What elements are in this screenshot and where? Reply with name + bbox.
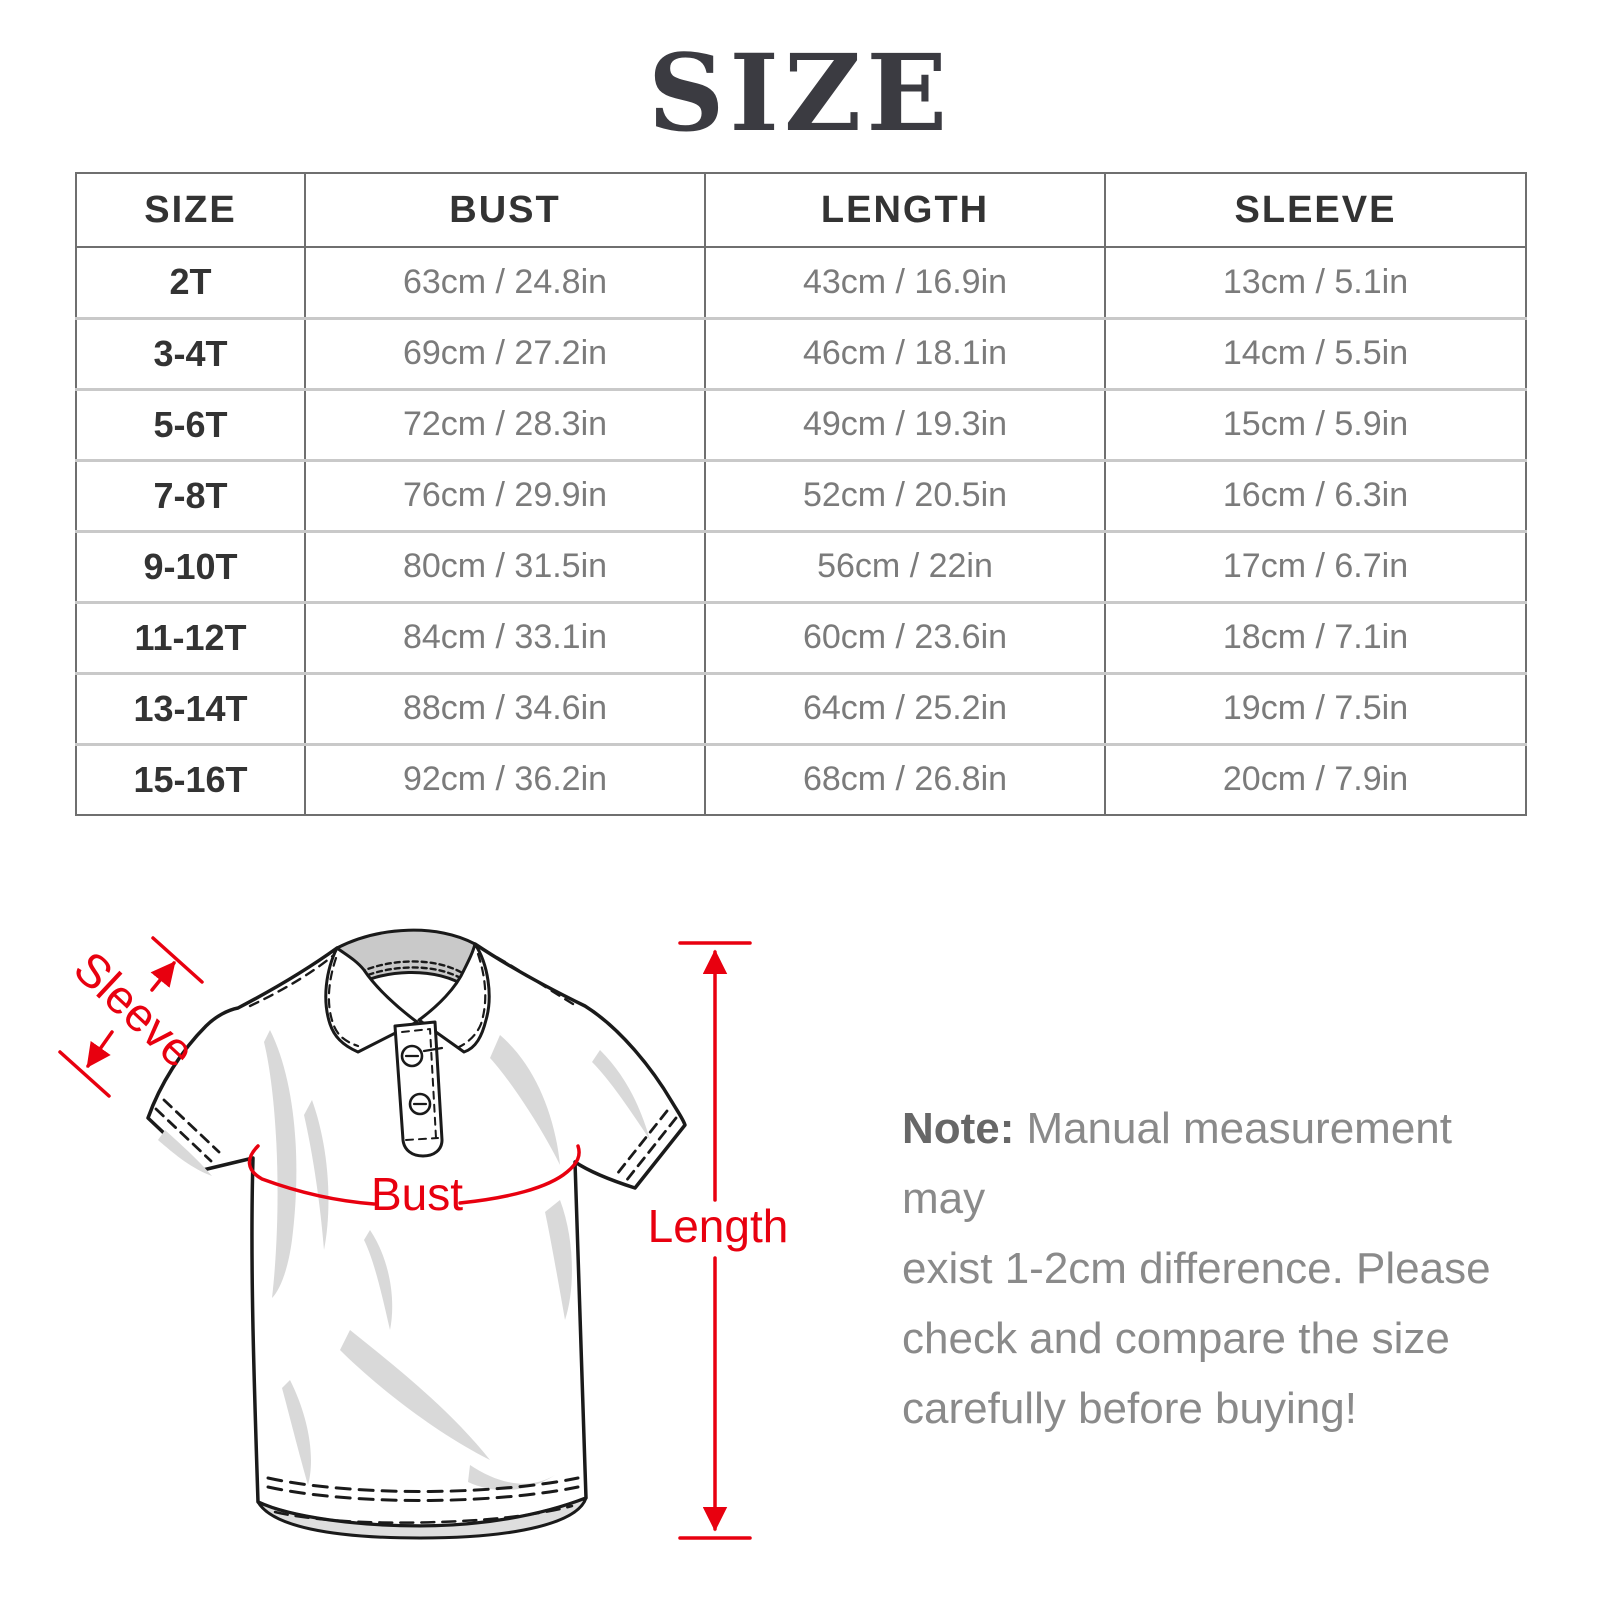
placket <box>395 1022 442 1156</box>
size-cell: 15-16T <box>76 744 305 815</box>
table-row <box>76 460 1526 531</box>
shirt-illustration <box>148 930 685 1538</box>
length-cell: 49cm / 19.3in <box>705 389 1105 460</box>
size-cell: 13-14T <box>76 673 305 744</box>
length-cell: 68cm / 26.8in <box>705 744 1105 815</box>
table-row <box>76 602 1526 673</box>
length-cell: 46cm / 18.1in <box>705 318 1105 389</box>
size-cell: 11-12T <box>76 602 305 673</box>
table-row <box>76 744 1526 815</box>
page-title: SIZE <box>647 30 953 155</box>
length-cell: 56cm / 22in <box>705 531 1105 602</box>
length-cell: 43cm / 16.9in <box>705 247 1105 318</box>
sleeve-cell: 15cm / 5.9in <box>1105 389 1526 460</box>
bust-cell: 69cm / 27.2in <box>305 318 705 389</box>
bust-cell: 72cm / 28.3in <box>305 389 705 460</box>
bust-label: Bust <box>370 1168 464 1221</box>
table-row <box>76 247 1526 318</box>
size-cell: 5-6T <box>76 389 305 460</box>
col-header-length: LENGTH <box>705 173 1105 247</box>
sleeve-cell: 13cm / 5.1in <box>1105 247 1526 318</box>
sleeve-arrow-down <box>88 1032 112 1066</box>
col-header-bust: BUST <box>305 173 705 247</box>
bust-cell: 88cm / 34.6in <box>305 673 705 744</box>
note-line: exist 1-2cm difference. Please <box>902 1244 1491 1293</box>
sleeve-cell: 17cm / 6.7in <box>1105 531 1526 602</box>
length-cell: 60cm / 23.6in <box>705 602 1105 673</box>
size-cell: 3-4T <box>76 318 305 389</box>
col-header-size: SIZE <box>76 173 305 247</box>
note-line <box>902 1094 1502 1234</box>
sleeve-tick-top <box>153 938 202 982</box>
sleeve-cell: 16cm / 6.3in <box>1105 460 1526 531</box>
sleeve-arrow-up <box>152 963 174 990</box>
length-cell: 64cm / 25.2in <box>705 673 1105 744</box>
table-row <box>76 673 1526 744</box>
length-annotation <box>648 943 789 1538</box>
size-cell: 7-8T <box>76 460 305 531</box>
note-line: carefully before buying! <box>902 1384 1357 1433</box>
sleeve-cell: 14cm / 5.5in <box>1105 318 1526 389</box>
sleeve-cell: 18cm / 7.1in <box>1105 602 1526 673</box>
note-label: Note: <box>902 1104 1015 1153</box>
note-line: check and compare the size <box>902 1314 1450 1363</box>
sleeve-cell: 20cm / 7.9in <box>1105 744 1526 815</box>
shirt-measurement-diagram <box>40 900 800 1590</box>
size-cell: 9-10T <box>76 531 305 602</box>
bust-cell: 76cm / 29.9in <box>305 460 705 531</box>
table-header-row <box>76 173 1526 247</box>
bust-cell: 92cm / 36.2in <box>305 744 705 815</box>
sleeve-tick-bottom <box>60 1052 109 1096</box>
size-cell: 2T <box>76 247 305 318</box>
bust-cell: 80cm / 31.5in <box>305 531 705 602</box>
table-row <box>76 531 1526 602</box>
table-row <box>76 318 1526 389</box>
bust-cell: 63cm / 24.8in <box>305 247 705 318</box>
bust-cell: 84cm / 33.1in <box>305 602 705 673</box>
length-cell: 52cm / 20.5in <box>705 460 1105 531</box>
sleeve-cell: 19cm / 7.5in <box>1105 673 1526 744</box>
length-label: Length <box>647 1200 789 1253</box>
size-table <box>75 172 1527 816</box>
table-row <box>76 389 1526 460</box>
sleeve-label: Sleeve <box>64 940 206 1078</box>
note-line-text: Manual measurement may <box>902 1104 1452 1223</box>
note-text <box>902 1094 1502 1444</box>
col-header-sleeve: SLEEVE <box>1105 173 1526 247</box>
